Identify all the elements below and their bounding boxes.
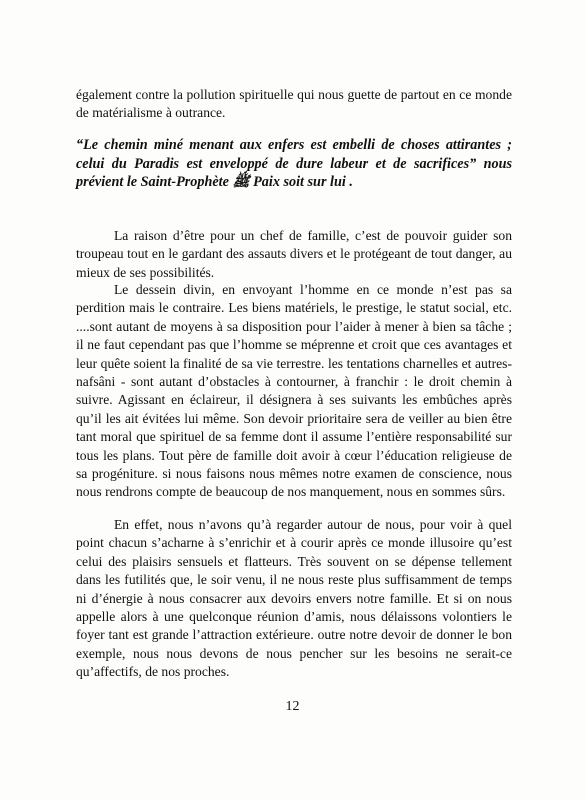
paragraph-divine-design: Le dessein divin, en envoyant l’homme en ce monde n’est pas sa perdition mais le contraire. Les biens matériels, le prestige, le statut social, etc. ....sont autant de moyens à sa disposition pour l’aider à mener à bien sa tâche ; il ne faut cependant pas que l’homme se méprenne et croit que ces avantages et leur quête soient la finalité de sa vie terrestre. les tentations charnelles et autres-nafsâni - sont autant d’obstacles à contourner, à franchir : le droit chemin à suivre. Agissant en éclaireur, il désignera à ses suivants les embûches après qu’il les ait évitées lui même. Son devoir prioritaire sera de veiller au bien être tant moral que spirituel de sa femme dont il assume l’entière responsabilité sur tous les plans. Tout père de famille doit avoir à cœur l’éducation religieuse de sa progéniture. si nous faisons nous mêmes notre examen de conscience, nous nous rendrons compte de beaucoup de nos manquement, nous en sommes sûrs. — [76, 282, 512, 500]
prophet-quote: “Le chemin miné menant aux enfers est embelli de choses attirantes ; celui du Paradis est enveloppé de dure labeur et de sacrifices” nous prévient le Saint-Prophète ﷺ Paix soit sur lui . — [76, 137, 512, 191]
paragraph-in-effect: En effet, nous n’avons qu’à regarder autour de nous, pour voir à quel point chacun s’acharne à s’enrichir et à courir après ce monde illusoire qu’est celui des plaisirs sensuels et flatteurs. Très souvent on se dépense tellement dans les futilités que, le soir venu, il ne nous reste plus suffisamment de temps ni d’énergie à nous consacrer aux devoirs envers notre famille. Et si on nous appelle alors à une quelconque réunion d’amis, nous délaissons volontiers le foyer tant est grande l’attraction extérieure. outre notre devoir de donner le bon exemple, nous nous devons de nous pencher sur les besoins ne serait-ce qu’affectifs, de nos proches. — [76, 517, 512, 680]
paragraph-pollution: également contre la pollution spirituelle qui nous guette de partout en ce monde de matérialisme à outrance. — [76, 87, 512, 121]
page-number: 12 — [285, 699, 300, 714]
paragraph-family-head: La raison d’être pour un chef de famille, c’est de pouvoir guider son troupeau tout en le gardant des assauts divers et le protégeant de tout danger, au mieux de ses possibilités. — [76, 228, 512, 280]
